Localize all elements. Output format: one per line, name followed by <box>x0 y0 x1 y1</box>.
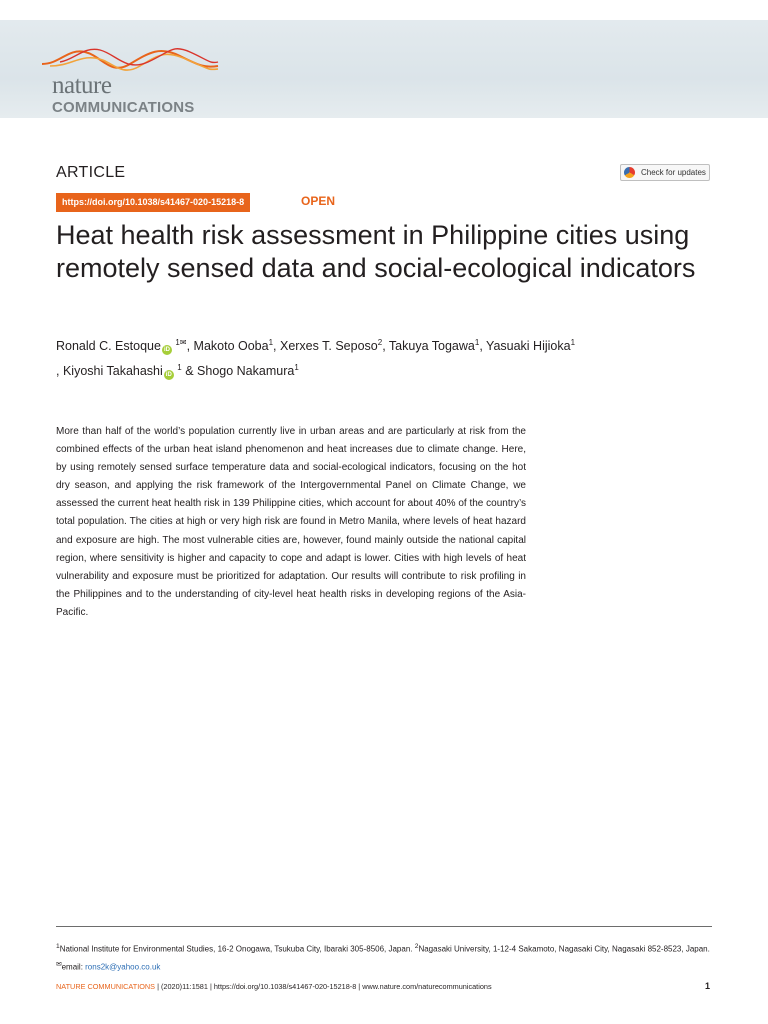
affiliations-footnote <box>56 939 716 974</box>
author-affiliation-marker: 1✉ <box>175 338 187 347</box>
orcid-icon[interactable]: iD <box>163 347 170 354</box>
author-name[interactable]: Xerxes T. Seposo <box>279 339 378 354</box>
doi-link[interactable]: https://doi.org/10.1038/s41467-020-15218-8 <box>56 193 250 212</box>
affiliation-1: National Institute for Environmental Studies, 16-2 Onogawa, Tsukuba City, Ibaraki 305-8506, Japan. <box>59 944 415 954</box>
affiliation-1-marker: 1 <box>56 943 60 950</box>
check-for-updates-button[interactable] <box>620 164 710 181</box>
check-for-updates-label: Check for updates <box>641 168 706 177</box>
author-affiliation-marker: 1 <box>474 338 480 347</box>
author-name[interactable]: Takuya Togawa <box>388 339 475 354</box>
author-separator: & <box>181 364 198 379</box>
author-affiliation-marker: 1 <box>177 363 182 373</box>
logo-nature-text: nature <box>52 72 112 99</box>
page-footer <box>56 982 492 991</box>
author-separator: , <box>479 339 487 354</box>
author-name[interactable]: Yasuaki Hijioka <box>486 339 571 354</box>
footnote-divider <box>56 926 712 927</box>
affiliation-2-marker: 2 <box>414 943 419 950</box>
email-label: email: <box>61 962 86 972</box>
author-list <box>56 332 696 382</box>
author-name[interactable]: Kiyoshi Takahashi <box>62 364 163 379</box>
author-affiliation-marker: 1 <box>268 338 274 347</box>
logo-communications-text: COMMUNICATIONS <box>52 99 195 116</box>
author-affiliation-marker: 1 <box>570 338 576 347</box>
journal-header-band <box>0 20 768 118</box>
author-separator: , <box>382 339 389 354</box>
email-icon: ✉ <box>56 960 62 968</box>
article-type-label: ARTICLE <box>56 164 126 181</box>
email-link[interactable]: rons2k@yahoo.co.uk <box>85 962 161 972</box>
affiliation-2: Nagasaki University, 1-12-4 Sakamoto, Nagasaki City, Nagasaki 852-8523, Japan. <box>418 944 710 954</box>
author-separator: , <box>273 339 280 354</box>
author-affiliation-marker: 1 <box>294 363 299 373</box>
crossmark-icon <box>624 167 635 178</box>
author-name[interactable]: Makoto Ooba <box>193 339 269 354</box>
author-affiliation-marker: 2 <box>377 338 383 347</box>
abstract-text: More than half of the world’s population currently live in urban areas and are particularly at risk from the combined effects of the urban heat island phenomenon and heat increases due to climate change. Here, by using remotely sensed surface temperature data and social-ecological indicators, focusing on the hot dry season, and applying the risk framework of the Intergovernmental Panel on Climate Change, we assessed the current heat health risk in 139 Philippine cities, which account for about 40% of the country’s total population. The cities at high or very high risk are found in Metro Manila, where levels of heat hazard and exposure are high. The most vulnerable cities are, however, found mainly outside the national capital region, where sensitivity is higher and capacity to cope and adapt is lower. Cities with high levels of heat vulnerability and exposure must be prioritized for adaptation. Our results will contribute to risk profiling in the Philippines and to the understanding of city-level heat health risks in developing regions of the Asia-Pacific. <box>56 426 526 618</box>
page-number: 1 <box>705 981 711 991</box>
author-name[interactable]: Shogo Nakamura <box>197 364 295 379</box>
footer-journal-name: NATURE COMMUNICATIONS <box>56 982 156 991</box>
article-title: Heat health risk assessment in Philippine cities using remotely sensed data and social-ecological indicators <box>56 220 696 283</box>
author-separator: , <box>56 364 63 379</box>
author-separator: , <box>186 339 194 354</box>
orcid-icon[interactable]: iD <box>165 372 172 379</box>
author-name[interactable]: Ronald C. Estoque <box>56 339 161 354</box>
footer-citation: | (2020)11:1581 | https://doi.org/10.1038/s41467-020-15218-8 | www.nature.com/naturecommunications <box>155 982 492 991</box>
open-access-label: OPEN <box>301 194 336 208</box>
